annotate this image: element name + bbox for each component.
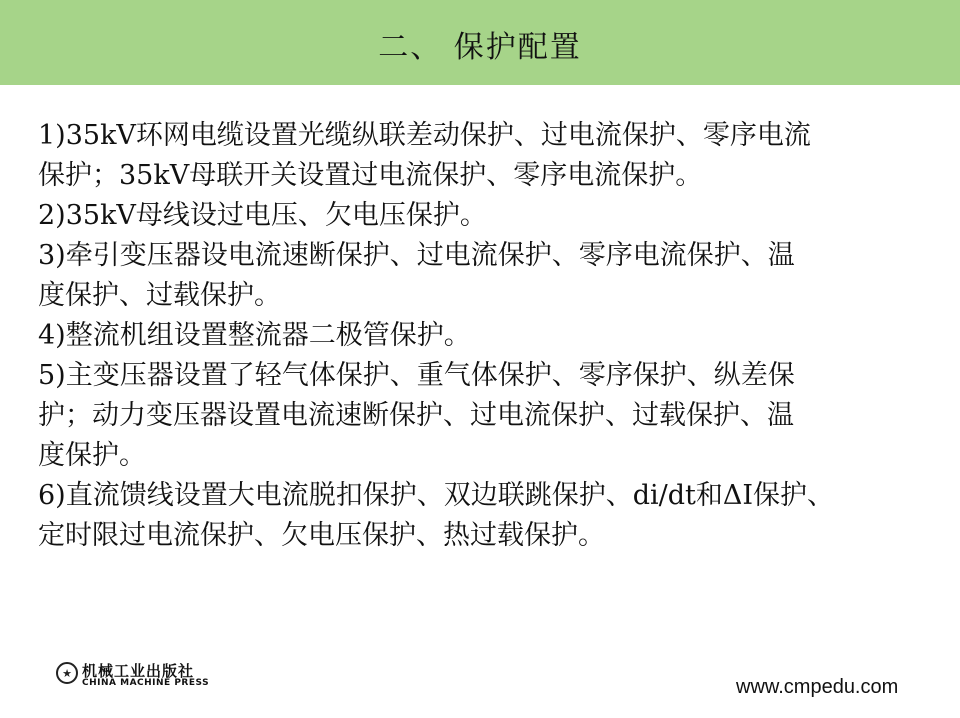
body-line: 5)主变压器设置了轻气体保护、重气体保护、零序保护、纵差保 bbox=[38, 360, 795, 391]
website-url: www.cmpedu.com bbox=[736, 676, 899, 698]
slide-title: 二、 保护配置 bbox=[378, 30, 582, 65]
body-line: 1)35kV环网电缆设置光缆纵联差动保护、过电流保护、零序电流 bbox=[38, 120, 811, 151]
slide-body bbox=[38, 116, 898, 556]
title-bar bbox=[0, 0, 960, 85]
body-line: 度保护、过载保护。 bbox=[38, 280, 281, 311]
body-line: 护；动力变压器设置电流速断保护、过电流保护、过载保护、温 bbox=[38, 400, 794, 431]
body-line: 定时限过电流保护、欠电压保护、热过载保护。 bbox=[38, 520, 605, 551]
body-line: 度保护。 bbox=[38, 440, 146, 471]
publisher-name-en: CHINA MACHINE PRESS bbox=[82, 678, 210, 688]
publisher-logo bbox=[56, 660, 236, 690]
body-line: 4)整流机组设置整流器二极管保护。 bbox=[38, 320, 471, 351]
body-line: 保护；35kV母联开关设置过电流保护、零序电流保护。 bbox=[38, 160, 703, 191]
body-line: 6)直流馈线设置大电流脱扣保护、双边联跳保护、di/dt和ΔI保护、 bbox=[38, 480, 835, 511]
body-line: 2)35kV母线设过电压、欠电压保护。 bbox=[38, 200, 487, 231]
body-line: 3)牵引变压器设电流速断保护、过电流保护、零序电流保护、温 bbox=[38, 240, 795, 271]
publisher-name-cn: 机械工业出版社 bbox=[82, 662, 195, 680]
emblem-icon: ★ bbox=[56, 662, 78, 684]
